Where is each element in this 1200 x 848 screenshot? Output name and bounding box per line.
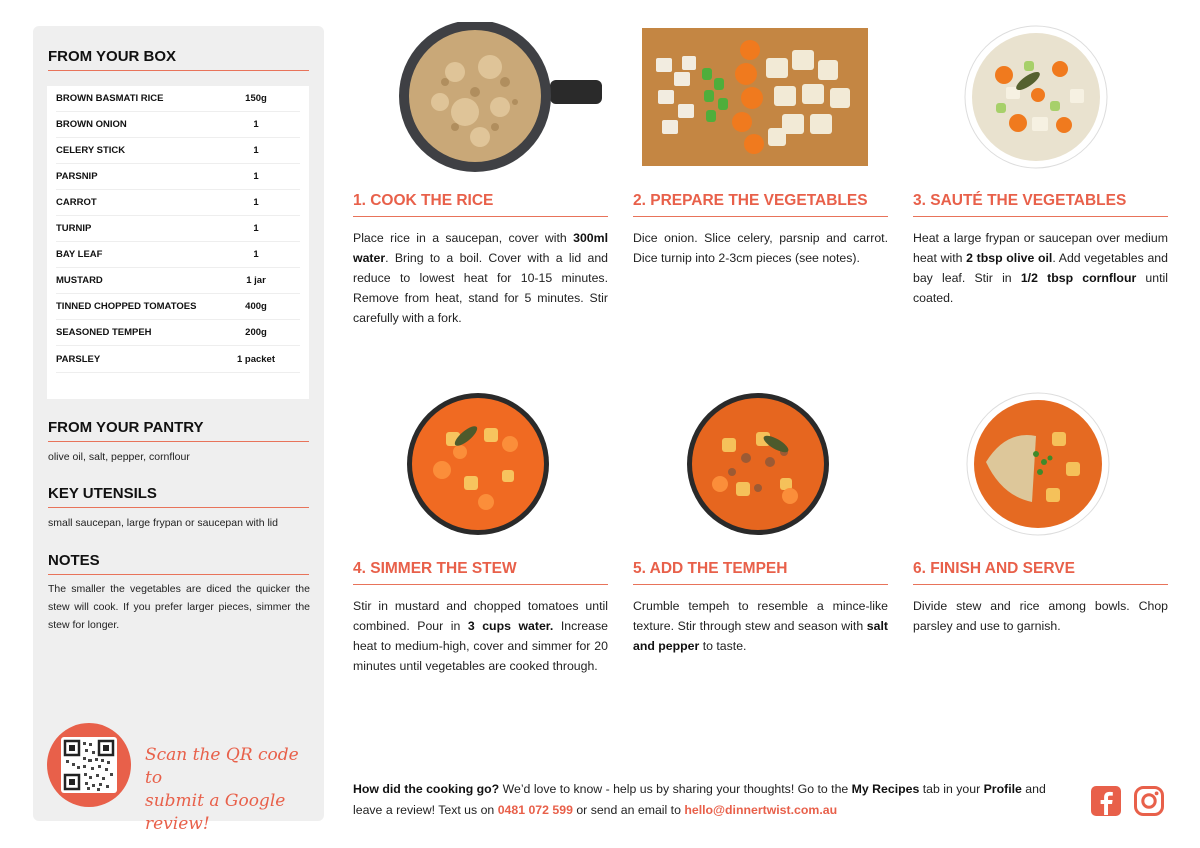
- table-row: CARROT 1: [56, 190, 300, 216]
- step-6-title: 6. FINISH AND SERVE: [913, 560, 1168, 585]
- pantry-text: olive oil, salt, pepper, cornflour: [48, 451, 190, 463]
- table-row: MUSTARD 1 jar: [56, 268, 300, 294]
- finish-serve-photo: [966, 392, 1110, 536]
- table-row: CELERY STICK 1: [56, 138, 300, 164]
- from-your-box-heading: FROM YOUR BOX: [48, 48, 309, 71]
- table-row: SEASONED TEMPEH 200g: [56, 320, 300, 346]
- qr-call-to-action: Scan the QR code to submit a Google review!: [145, 745, 299, 834]
- simmer-stew-photo: [406, 392, 550, 536]
- qr-badge: [47, 723, 131, 807]
- step-4-text: Stir in mustard and chopped tomatoes until combined. Pour in 3 cups water. Increase heat to medium-high, cover and simmer for 20 minutes until vegetables are cooked through.: [353, 599, 608, 673]
- step-5-title: 5. ADD THE TEMPEH: [633, 560, 888, 585]
- step-2-text: Dice onion. Slice celery, parsnip and carrot. Dice turnip into 2-3cm pieces (see notes).: [633, 231, 888, 265]
- step-4-title: 4. SIMMER THE STEW: [353, 560, 608, 585]
- step-6-text: Divide stew and rice among bowls. Chop parsley and use to garnish.: [913, 599, 1168, 633]
- table-row: BAY LEAF 1: [56, 242, 300, 268]
- ingredients-table: [47, 86, 309, 399]
- utensils-heading: KEY UTENSILS: [48, 485, 309, 508]
- email-link[interactable]: hello@dinnertwist.com.au: [684, 803, 838, 817]
- step-2-title: 2. PREPARE THE VEGETABLES: [633, 192, 888, 217]
- ingredients-sidebar: [33, 26, 324, 834]
- step-3-text: Heat a large frypan or saucepan over medium heat with 2 tbsp olive oil. Add vegetables and bay leaf. Stir in 1/2 tbsp cornflour until coated.: [913, 231, 1168, 305]
- facebook-icon[interactable]: [1090, 785, 1122, 817]
- pantry-heading: FROM YOUR PANTRY: [48, 419, 309, 442]
- qr-code[interactable]: [61, 737, 117, 793]
- notes-heading: NOTES: [48, 552, 309, 575]
- table-row: PARSNIP 1: [56, 164, 300, 190]
- step-3-title: 3. SAUTÉ THE VEGETABLES: [913, 192, 1168, 217]
- table-row: BROWN BASMATI RICE 150g: [56, 86, 300, 112]
- utensils-text: small saucepan, large frypan or saucepan with lid: [48, 517, 278, 529]
- phone-link[interactable]: 0481 072 599: [497, 803, 573, 817]
- step-1-title: 1. COOK THE RICE: [353, 192, 608, 217]
- rice-pan-photo: [395, 22, 605, 172]
- instagram-icon[interactable]: [1133, 785, 1165, 817]
- notes-text: The smaller the vegetables are diced the quicker the stew will cook. If you prefer larger pieces, simmer the stew for longer.: [48, 583, 310, 631]
- table-row: BROWN ONION 1: [56, 112, 300, 138]
- add-tempeh-photo: [686, 392, 830, 536]
- my-recipes-link[interactable]: My Recipes: [851, 782, 920, 796]
- table-row: TINNED CHOPPED TOMATOES 400g: [56, 294, 300, 320]
- step-5-text: Crumble tempeh to resemble a mince-like texture. Stir through stew and season with salt and pepper to taste.: [633, 599, 888, 653]
- profile-link[interactable]: Profile: [983, 782, 1022, 796]
- table-row: PARSLEY 1 packet: [56, 347, 300, 373]
- qr-code-icon: [61, 737, 117, 793]
- chopping-board-photo: [642, 28, 868, 166]
- step-1-text: Place rice in a saucepan, cover with 300ml water. Bring to a boil. Cover with a lid and reduce to lowest heat for 10-15 minutes. Remove from heat, stand for 5 minutes. Stir carefully with a fork.: [353, 231, 608, 325]
- saute-vegetables-photo: [964, 25, 1108, 169]
- table-row: TURNIP 1: [56, 216, 300, 242]
- feedback-footer: How did the cooking go? We’d love to know - help us by sharing your thoughts! Go to the My Recipes tab in your Profile and leave a review! Text us on 0481 072 599 or send an email to hello@dinnertwist.com.au: [353, 782, 1046, 817]
